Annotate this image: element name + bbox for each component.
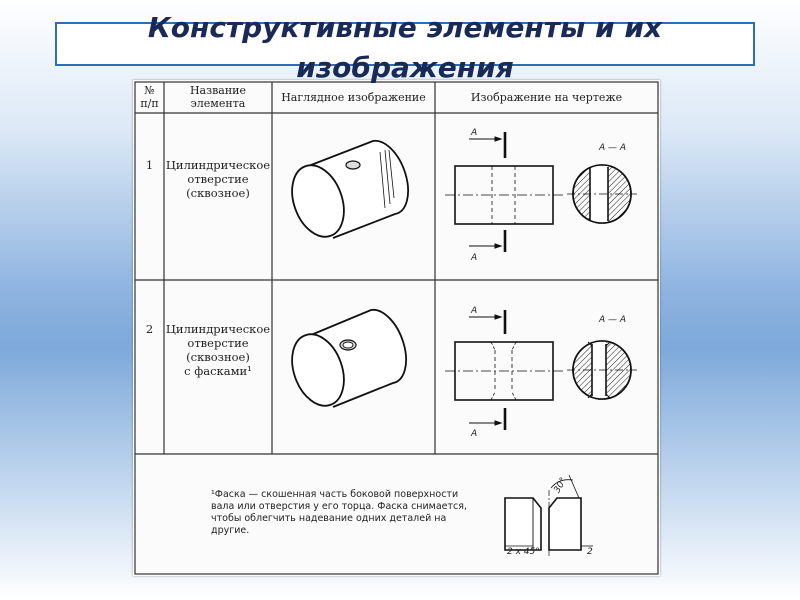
row-1-name: Цилиндрическое отверстие (сквозное)	[165, 158, 271, 200]
chamfer-width-label: 2	[587, 547, 593, 557]
table-sheet	[133, 80, 660, 576]
header-drawing: Изображение на чертеже	[470, 91, 623, 104]
row-2-section-title: A — A	[599, 315, 627, 325]
cylinder-hole-3d	[283, 141, 408, 244]
row-1-section-title: A — A	[599, 143, 627, 153]
chamfer-angle-label: 30°	[552, 476, 570, 495]
row-1-mark-top: A	[471, 128, 478, 138]
slide-title-line-1: Конструктивные элементы и их	[147, 11, 663, 44]
chamfer-dimension-label: 2 x 45°	[507, 547, 540, 557]
row-2-mark-bottom: A	[471, 429, 478, 439]
slide-title	[55, 8, 755, 88]
row-1-section	[567, 165, 637, 223]
header-name: Название элемента	[189, 84, 247, 110]
row-2-front-view	[445, 310, 563, 430]
row-1-front-view	[445, 132, 563, 252]
header-number: № п/п	[140, 84, 159, 110]
row-2-section	[567, 341, 637, 399]
row-1-mark-bottom: A	[471, 253, 478, 263]
chamfer-detail	[505, 475, 593, 558]
header-visual: Наглядное изображение	[281, 91, 426, 104]
cylinder-chamfer-3d	[283, 310, 406, 413]
row-2-number: 2	[145, 322, 154, 336]
row-2-name: Цилиндрическое отверстие (сквозное) с фасками¹	[165, 322, 271, 378]
slide-title-line-2: изображения	[296, 51, 514, 84]
footnote-text: ¹Фаска — скошенная часть боковой поверхности вала или отверстия у его торца. Фаска снимается, чтобы облегчить надевание одних деталей на другие.	[211, 489, 468, 536]
row-1-number: 1	[145, 158, 154, 172]
row-2-mark-top: A	[471, 306, 478, 316]
